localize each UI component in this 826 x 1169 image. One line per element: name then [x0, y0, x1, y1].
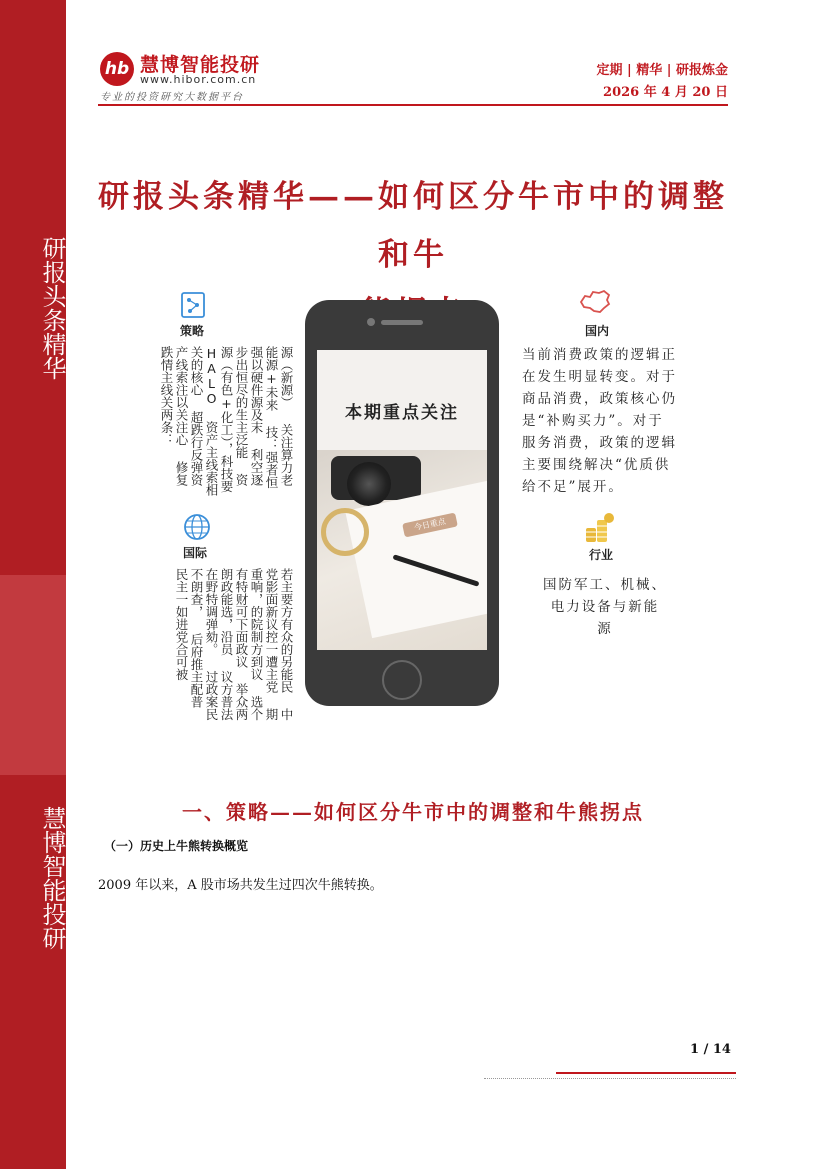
logo-mark-icon: hb [100, 52, 134, 86]
today-focus-pill: 今日重点 [402, 513, 458, 538]
section-title: 一、策略——如何区分牛市中的调整和牛熊拐点 [182, 800, 644, 824]
sidebar-band [0, 575, 66, 775]
coins-icon [582, 510, 616, 544]
industry-line: 国防军工、机械、 [543, 577, 667, 593]
domestic-line: 当前消费政策的逻辑正 [522, 347, 677, 363]
strategy-line: 资源（有色+化工），科技要 [219, 346, 249, 493]
phone-headline: 本期重点关注 [345, 403, 459, 423]
domestic-line: 给不足”展开。 [522, 479, 624, 495]
international-line: 中党影面新议控一遭主党 [264, 568, 294, 721]
domestic-line: 服务消费，政策的逻辑 [522, 435, 677, 451]
domestic-line: 商品消费，政策核心仍 [522, 391, 677, 407]
strategy-line: HALO 资产主线索相关的核心 [189, 346, 219, 496]
strategy-line: 修复跌情主线关两条： [159, 346, 189, 486]
phone-camera-icon [367, 318, 375, 326]
section-body: 2009 年以来，A 股市场共发生过四次牛熊转换。 [98, 878, 383, 893]
header-meta [596, 60, 728, 104]
strategy-line: 关注算力老能源+未来 [264, 346, 294, 486]
logo [100, 50, 270, 103]
globe-icon [182, 512, 212, 542]
phone-home-button-icon [382, 660, 422, 700]
sidebar-bottom-text: 慧博智能投研 [38, 806, 66, 950]
domestic-line: 在发生明显转变。对于 [522, 369, 677, 385]
header-divider [98, 104, 728, 106]
sidebar [0, 0, 66, 1169]
header-date: 2026 年 4 月 20 日 [603, 85, 728, 100]
strategy-line: 超跌行反弹资产线索注以关注心 [174, 346, 204, 486]
strategy-line: 源（新源） [279, 346, 294, 409]
international-line: 举众两朗政能选，沿员 [219, 568, 249, 721]
international-line: 民主一如进党合可被 [174, 568, 189, 681]
domestic-text [522, 344, 694, 498]
sidebar-top-text: 研报头条精华 [38, 236, 66, 380]
phone-photo [317, 450, 487, 650]
logo-tagline: 专业的投资研究大数据平台 [100, 92, 244, 103]
domestic-label: 国内 [585, 324, 610, 338]
phone-graphic [305, 300, 499, 706]
footer-dotted-line [484, 1078, 736, 1079]
header-tags: 定期 | 精华 | 研报炼金 [596, 63, 728, 78]
strategy-line: 利空逐步出恒尽的生主泛能 [234, 346, 264, 486]
strategy-line: 技：强者恒强以硬件源及末 [249, 346, 279, 489]
phone-speaker-icon [381, 320, 423, 325]
domestic-line: 是“补购买力”。对于 [522, 413, 664, 429]
industry-line: 电力设备与新能 [550, 599, 660, 615]
international-line: 期重响，的院制方到议 [249, 568, 279, 721]
section-subtitle: （一）历史上牛熊转换概览 [104, 839, 249, 853]
lens-icon [347, 462, 391, 506]
page-title-line1: 研报头条精华——如何区分牛市中的调整和牛 [98, 179, 728, 273]
strategy-text [118, 346, 294, 496]
international-line: 过政案民不朗查， [189, 568, 219, 721]
logo-url: www.hibor.com.cn [140, 73, 257, 86]
footer-red-line [556, 1072, 736, 1074]
china-map-icon [578, 288, 612, 316]
international-label: 国际 [183, 546, 208, 560]
page-number: 1 / 14 [690, 1042, 731, 1057]
strategy-label: 策略 [180, 324, 205, 338]
logo-name: 慧博智能投研 [140, 54, 261, 76]
international-line: 选个有特财可下面政议 [234, 568, 264, 721]
international-line: 后府推主配普 [189, 633, 204, 708]
international-text [118, 568, 294, 730]
international-line: 议方普法在野特调弹劾。 [204, 568, 234, 721]
industry-text [530, 574, 680, 640]
industry-line: 源 [597, 621, 613, 637]
strategy-diagram-icon [178, 290, 208, 320]
phone-screen [317, 350, 487, 650]
domestic-line: 主要围绕解决“优质供 [522, 457, 671, 473]
international-line: 若主要方有众的另能民 [279, 568, 294, 693]
industry-label: 行业 [589, 548, 614, 562]
ring-icon [321, 508, 369, 556]
